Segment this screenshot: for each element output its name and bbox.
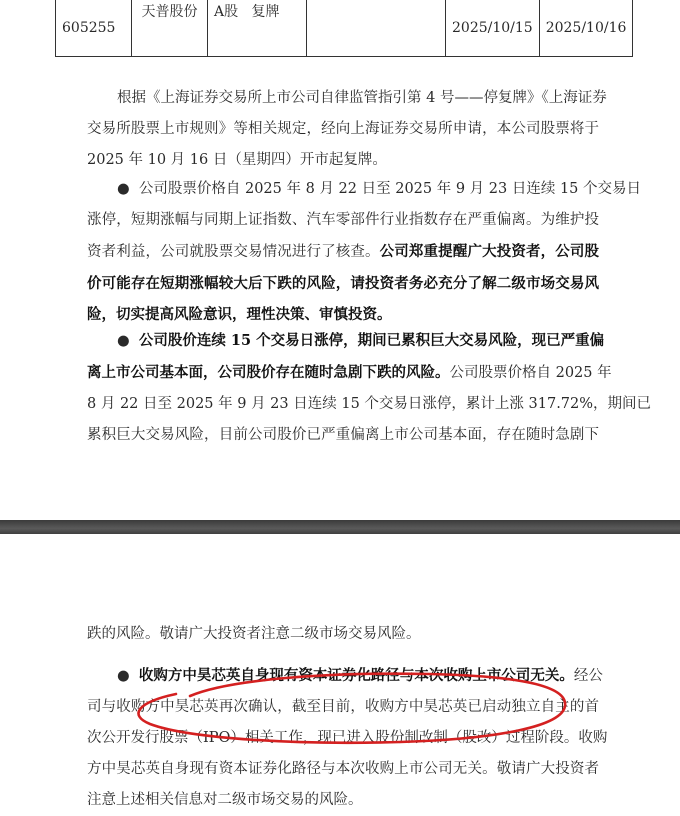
bullet-icon: ● [117, 180, 130, 197]
text-line [87, 236, 599, 268]
date-cell-1: 2025/10/15 [446, 0, 540, 57]
stock-code-cell: 605255 [56, 0, 132, 57]
bold-text: 公司股价连续 15 个交易日涨停，期间已累积巨大交易风险，现已严重偏 [138, 332, 605, 349]
text-line: 涨停，短期涨幅与同期上证指数、汽车零部件行业指数存在严重偏离。为维护投 [87, 212, 599, 228]
stock-type: A股 [214, 4, 239, 20]
text-line: 方中昊芯英自身现有资本证券化路径与本次收购上市公司无关。敬请广大投资者 [87, 761, 599, 777]
text-line: 8 月 22 日至 2025 年 9 月 23 日连续 15 个交易日涨停，累计上涨 317.72%，期间已 [87, 396, 652, 412]
intro-paragraph [87, 83, 607, 176]
text-line: 交易所股票上市规则》等相关规定，经向上海证券交易所申请，本公司股票将于 [87, 121, 599, 137]
text-line: 根据《上海证券交易所上市公司自律监管指引第 4 号——停复牌》《上海证券 [117, 90, 607, 106]
risk-paragraph-2 [87, 325, 652, 451]
stock-name-cell: 天普股份 [132, 0, 208, 57]
stock-action: 复牌 [251, 4, 280, 20]
bold-text: 公司郑重提醒广大投资者，公司股 [379, 243, 600, 260]
date-cell-2: 2025/10/16 [539, 0, 633, 57]
text-line: 注意上述相关信息对二级市场交易的风险。 [87, 792, 363, 808]
text-line [87, 325, 605, 357]
text-line: 累积巨大交易风险，目前公司股价已严重偏离上市公司基本面，存在随时急剧下 [87, 427, 599, 443]
bullet-icon: ● [117, 332, 130, 349]
bold-text: 收购方中昊芯英自身现有资本证券化路径与本次收购上市公司无关。 [138, 667, 574, 684]
text-line [87, 660, 603, 692]
risk-paragraph-2-continued [87, 619, 599, 650]
text-line [87, 173, 642, 205]
bold-line: 险，切实提高风险意识，理性决策、审慎投资。 [87, 306, 392, 323]
bold-text: 离上市公司基本面，公司股价存在随时急剧下跌的风险。 [87, 364, 450, 381]
acquirer-paragraph [87, 660, 608, 816]
page-separator [0, 520, 680, 534]
text-line [87, 357, 612, 389]
text-segment: 经公 [573, 668, 603, 684]
text-segment: 资者利益，公司就股票交易情况进行了核查。 [87, 244, 380, 260]
bold-line: 价可能存在短期涨幅较大后下跌的风险，请投资者务必充分了解二级市场交易风 [87, 275, 599, 292]
bullet-icon: ● [117, 667, 130, 684]
document-page-2 [0, 534, 680, 808]
text-line: 2025 年 10 月 16 日（星期四）开市起复牌。 [87, 152, 387, 168]
text-line: 司与收购方中昊芯英再次确认，截至目前，收购方中昊芯英已启动独立自主的首 [87, 699, 599, 715]
risk-paragraph-1 [87, 173, 642, 330]
text-line: 跌的风险。敬请广大投资者注意二级市场交易风险。 [87, 626, 421, 642]
table-row [56, 0, 633, 57]
stock-type-cell [208, 0, 307, 57]
text-segment: 公司股票价格自 2025 年 8 月 22 日至 2025 年 9 月 23 日连续 15 个交易日 [138, 181, 642, 197]
stock-info-table [55, 0, 633, 57]
text-line: 次公开发行股票（IPO）相关工作，现已进入股份制改制（股改）过程阶段。收购 [87, 730, 608, 746]
empty-cell [307, 0, 446, 57]
text-segment: 公司股票价格自 2025 年 [449, 365, 612, 381]
